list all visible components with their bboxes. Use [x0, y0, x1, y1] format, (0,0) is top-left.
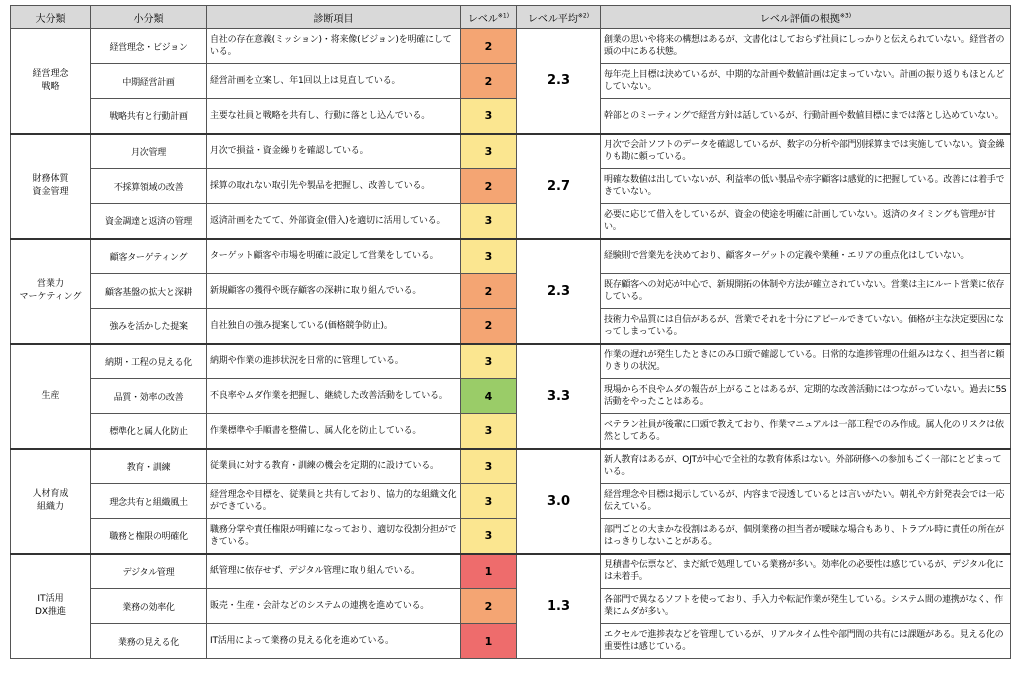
subcategory-cell: 標準化と属人化防止 — [91, 414, 207, 449]
table-row — [11, 624, 1011, 659]
level-cell: 2 — [461, 169, 517, 204]
table-row — [11, 344, 1011, 379]
basis-cell: 見積書や伝票など、まだ紙で処理している業務が多い。効率化の必要性は感じているが、デジタル化には未着手。 — [601, 554, 1011, 589]
table-row — [11, 239, 1011, 274]
level-cell: 3 — [461, 344, 517, 379]
basis-cell: ベテラン社員が後輩に口頭で教えており、作業マニュアルは一部工程でのみ作成。属人化のリスクは依然としてある。 — [601, 414, 1011, 449]
table-row — [11, 29, 1011, 64]
basis-cell: 経営理念や目標は掲示しているが、内容まで浸透しているとは言いがたい。朝礼や方針発表会では一応伝えている。 — [601, 484, 1011, 519]
diagnosis-item-cell: 従業員に対する教育・訓練の機会を定期的に設けている。 — [207, 449, 461, 484]
diagnosis-item-cell: 不良率やムダ作業を把握し、継続した改善活動をしている。 — [207, 379, 461, 414]
basis-cell: 既存顧客への対応が中心で、新規開拓の体制や方法が確立されていない。営業は主にルート営業に依存している。 — [601, 274, 1011, 309]
table-row — [11, 414, 1011, 449]
subcategory-cell: 資金調達と返済の管理 — [91, 204, 207, 239]
table-row — [11, 134, 1011, 169]
level-cell: 2 — [461, 589, 517, 624]
category-cell: IT活用 DX推進 — [11, 554, 91, 659]
table-row — [11, 169, 1011, 204]
subcategory-cell: 顧客基盤の拡大と深耕 — [91, 274, 207, 309]
table-row — [11, 99, 1011, 134]
level-cell: 3 — [461, 204, 517, 239]
table-row — [11, 589, 1011, 624]
level-cell: 3 — [461, 484, 517, 519]
basis-cell: 各部門で異なるソフトを使っており、手入力や転記作業が発生している。システム間の連携がなく、作業にムダが多い。 — [601, 589, 1011, 624]
basis-cell: 月次で会計ソフトのデータを確認しているが、数字の分析や部門別採算までは実施していない。資金繰りも勘に頼っている。 — [601, 134, 1011, 169]
table-row — [11, 204, 1011, 239]
level-cell: 3 — [461, 99, 517, 134]
level-cell: 3 — [461, 519, 517, 554]
diagnosis-item-cell: ターゲット顧客や市場を明確に設定して営業をしている。 — [207, 239, 461, 274]
diagnosis-item-cell: 採算の取れない取引先や製品を把握し、改善している。 — [207, 169, 461, 204]
header-subcategory: 小分類 — [91, 6, 207, 29]
subcategory-cell: 不採算領域の改善 — [91, 169, 207, 204]
basis-cell: 毎年売上目標は決めているが、中期的な計画や数値計画は定まっていない。計画の振り返りもほとんどしていない。 — [601, 64, 1011, 99]
table-row — [11, 274, 1011, 309]
basis-cell: 明確な数値は出していないが、利益率の低い製品や赤字顧客は感覚的に把握している。改善には着手できていない。 — [601, 169, 1011, 204]
diagnosis-item-cell: 職務分掌や責任権限が明確になっており、適切な役割分担ができている。 — [207, 519, 461, 554]
level-cell: 2 — [461, 309, 517, 344]
level-average-cell: 2.3 — [517, 29, 601, 134]
diagnosis-table-container — [10, 5, 1011, 659]
level-cell: 2 — [461, 29, 517, 64]
level-cell: 3 — [461, 134, 517, 169]
diagnosis-item-cell: IT活用によって業務の見える化を進めている。 — [207, 624, 461, 659]
category-cell: 経営理念 戦略 — [11, 29, 91, 134]
level-cell: 4 — [461, 379, 517, 414]
subcategory-cell: 品質・効率の改善 — [91, 379, 207, 414]
diagnosis-item-cell: 紙管理に依存せず、デジタル管理に取り組んでいる。 — [207, 554, 461, 589]
level-cell: 1 — [461, 554, 517, 589]
subcategory-cell: 顧客ターゲティング — [91, 239, 207, 274]
diagnosis-item-cell: 納期や作業の進捗状況を日常的に管理している。 — [207, 344, 461, 379]
diagnosis-item-cell: 作業標準や手順書を整備し、属人化を防止している。 — [207, 414, 461, 449]
table-row — [11, 379, 1011, 414]
header-level: レベル$^{※1)}$ — [461, 6, 517, 29]
level-average-cell: 3.0 — [517, 449, 601, 554]
diagnosis-item-cell: 経営理念や目標を、従業員と共有しており、協力的な組織文化ができている。 — [207, 484, 461, 519]
table-body — [11, 29, 1011, 659]
table-row — [11, 309, 1011, 344]
subcategory-cell: 理念共有と組織風土 — [91, 484, 207, 519]
subcategory-cell: デジタル管理 — [91, 554, 207, 589]
table-header-row — [11, 6, 1011, 29]
header-category: 大分類 — [11, 6, 91, 29]
subcategory-cell: 納期・工程の見える化 — [91, 344, 207, 379]
diagnosis-item-cell: 販売・生産・会計などのシステムの連携を進めている。 — [207, 589, 461, 624]
subcategory-cell: 業務の見える化 — [91, 624, 207, 659]
subcategory-cell: 戦略共有と行動計画 — [91, 99, 207, 134]
subcategory-cell: 中期経営計画 — [91, 64, 207, 99]
level-cell: 1 — [461, 624, 517, 659]
table-row — [11, 519, 1011, 554]
header-basis: レベル評価の根拠$^{※3)}$ — [601, 6, 1011, 29]
basis-cell: 幹部とのミーティングで経営方針は話しているが、行動計画や数値目標にまでは落とし込めていない。 — [601, 99, 1011, 134]
level-cell: 2 — [461, 274, 517, 309]
category-cell: 営業力 マーケティング — [11, 239, 91, 344]
level-cell: 3 — [461, 449, 517, 484]
table-row — [11, 64, 1011, 99]
table-row — [11, 449, 1011, 484]
level-average-cell: 3.3 — [517, 344, 601, 449]
basis-cell: エクセルで進捗表などを管理しているが、リアルタイム性や部門間の共有には課題がある。見える化の重要性は感じている。 — [601, 624, 1011, 659]
level-average-cell: 1.3 — [517, 554, 601, 659]
subcategory-cell: 強みを活かした提案 — [91, 309, 207, 344]
category-cell: 生産 — [11, 344, 91, 449]
diagnosis-item-cell: 経営計画を立案し、年1回以上は見直している。 — [207, 64, 461, 99]
category-cell: 人材育成 組織力 — [11, 449, 91, 554]
basis-cell: 部門ごとの大まかな役割はあるが、個別業務の担当者が曖昧な場合もあり、トラブル時に責任の所在がはっきりしないことがある。 — [601, 519, 1011, 554]
diagnosis-item-cell: 返済計画をたてて、外部資金(借入)を適切に活用している。 — [207, 204, 461, 239]
diagnosis-item-cell: 主要な社員と戦略を共有し、行動に落とし込んでいる。 — [207, 99, 461, 134]
subcategory-cell: 業務の効率化 — [91, 589, 207, 624]
basis-cell: 創業の思いや将来の構想はあるが、文書化はしておらず社員にしっかりと伝えられていない。経営者の頭の中にある状態。 — [601, 29, 1011, 64]
subcategory-cell: 経営理念・ビジョン — [91, 29, 207, 64]
basis-cell: 新人教育はあるが、OJTが中心で全社的な教育体系はない。外部研修への参加もごく一部にとどまっている。 — [601, 449, 1011, 484]
basis-cell: 作業の遅れが発生したときにのみ口頭で確認している。日常的な進捗管理の仕組みはなく、担当者に頼りきりの状況。 — [601, 344, 1011, 379]
diagnosis-item-cell: 月次で損益・資金繰りを確認している。 — [207, 134, 461, 169]
basis-cell: 必要に応じて借入をしているが、資金の使途を明確に計画していない。返済のタイミングも管理が甘い。 — [601, 204, 1011, 239]
diagnosis-item-cell: 自社の存在意義(ミッション)・将来像(ビジョン)を明確にしている。 — [207, 29, 461, 64]
diagnosis-table — [10, 5, 1011, 659]
subcategory-cell: 月次管理 — [91, 134, 207, 169]
category-cell: 財務体質 資金管理 — [11, 134, 91, 239]
subcategory-cell: 教育・訓練 — [91, 449, 207, 484]
level-cell: 3 — [461, 239, 517, 274]
basis-cell: 技術力や品質には自信があるが、営業でそれを十分にアピールできていない。価格が主な決定要因になってしまっている。 — [601, 309, 1011, 344]
level-cell: 2 — [461, 64, 517, 99]
basis-cell: 経験則で営業先を決めており、顧客ターゲットの定義や業種・エリアの重点化はしていない。 — [601, 239, 1011, 274]
basis-cell: 現場から不良やムダの報告が上がることはあるが、定期的な改善活動にはつながっていない。過去に5S活動をやったことはある。 — [601, 379, 1011, 414]
header-average: レベル平均$^{※2)}$ — [517, 6, 601, 29]
diagnosis-item-cell: 自社独自の強み提案している(価格競争防止)。 — [207, 309, 461, 344]
diagnosis-item-cell: 新規顧客の獲得や既存顧客の深耕に取り組んでいる。 — [207, 274, 461, 309]
table-row — [11, 554, 1011, 589]
level-average-cell: 2.3 — [517, 239, 601, 344]
subcategory-cell: 職務と権限の明確化 — [91, 519, 207, 554]
table-row — [11, 484, 1011, 519]
level-cell: 3 — [461, 414, 517, 449]
header-item: 診断項目 — [207, 6, 461, 29]
level-average-cell: 2.7 — [517, 134, 601, 239]
